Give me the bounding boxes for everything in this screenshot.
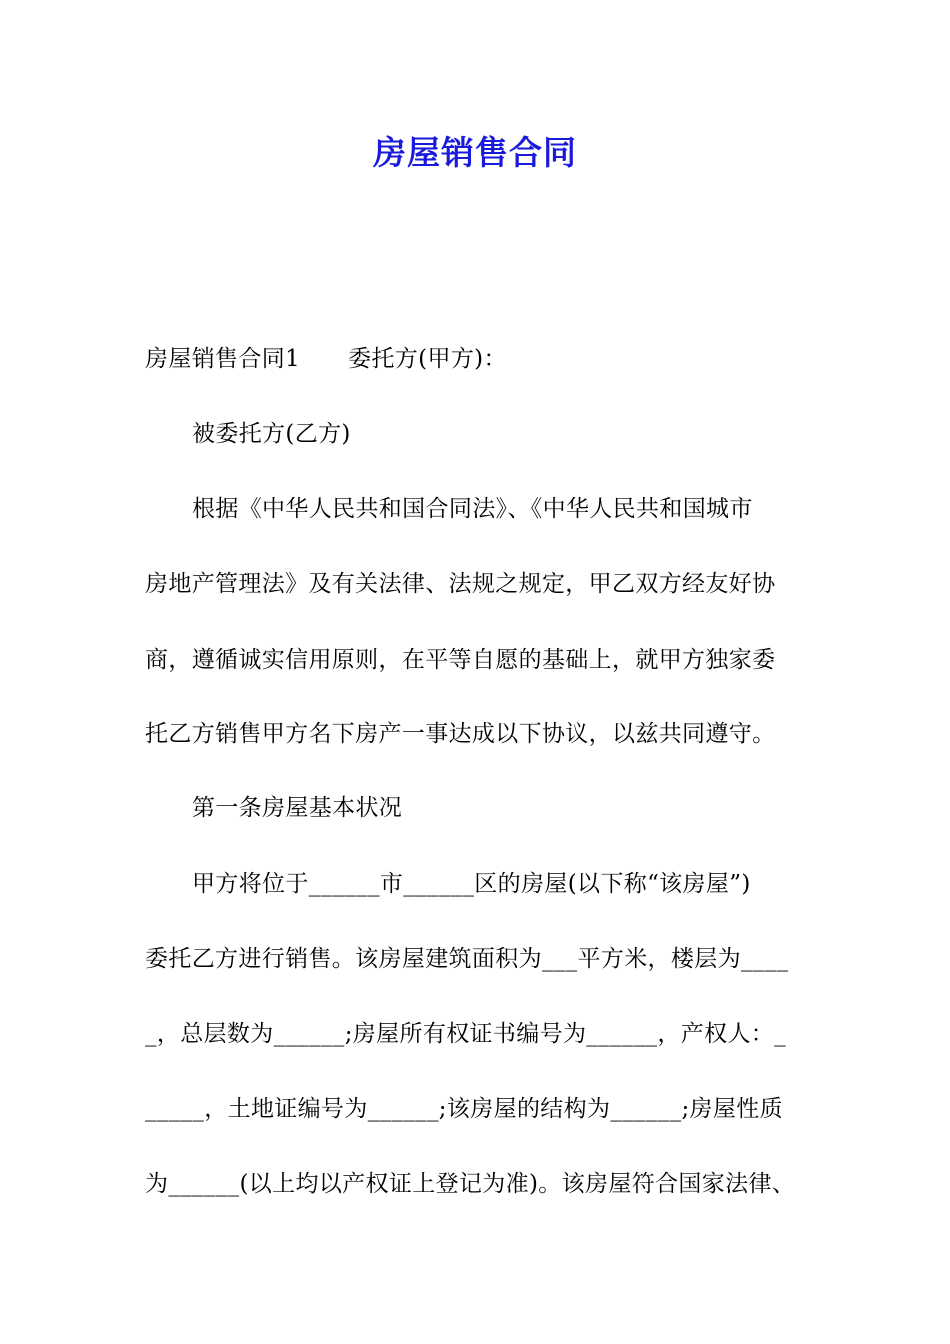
paragraph-line: 委托乙方进行销售。该房屋建筑面积为___平方米，楼层为____ <box>145 946 789 972</box>
paragraph-line: 房地产管理法》及有关法律、法规之规定，甲乙双方经友好协 <box>145 571 776 597</box>
paragraph-line: _，总层数为______;房屋所有权证书编号为______，产权人：_ <box>145 1021 786 1047</box>
paragraph-line: 商，遵循诚实信用原则，在平等自愿的基础上，就甲方独家委 <box>145 647 776 673</box>
party-a-label: 委托方(甲方)： <box>348 346 507 372</box>
paragraph-line: 为______(以上均以产权证上登记为准)。该房屋符合国家法律、 <box>145 1171 796 1197</box>
contract-header-line <box>145 339 835 379</box>
contract-name: 房屋销售合同1 <box>145 346 301 372</box>
document-title: 房屋销售合同 <box>373 133 577 172</box>
paragraph-line: 根据《中华人民共和国合同法》、《中华人民共和国城市 <box>192 496 753 522</box>
section-heading: 第一条房屋基本状况 <box>192 795 403 821</box>
party-b-label: 被委托方(乙方) <box>192 421 351 447</box>
paragraph-line: 托乙方销售甲方名下房产一事达成以下协议，以兹共同遵守。 <box>145 721 776 747</box>
paragraph-line: _____，土地证编号为______;该房屋的结构为______;房屋性质 <box>145 1096 783 1122</box>
paragraph-line: 甲方将位于______市______区的房屋(以下称“该房屋”) <box>192 871 751 897</box>
